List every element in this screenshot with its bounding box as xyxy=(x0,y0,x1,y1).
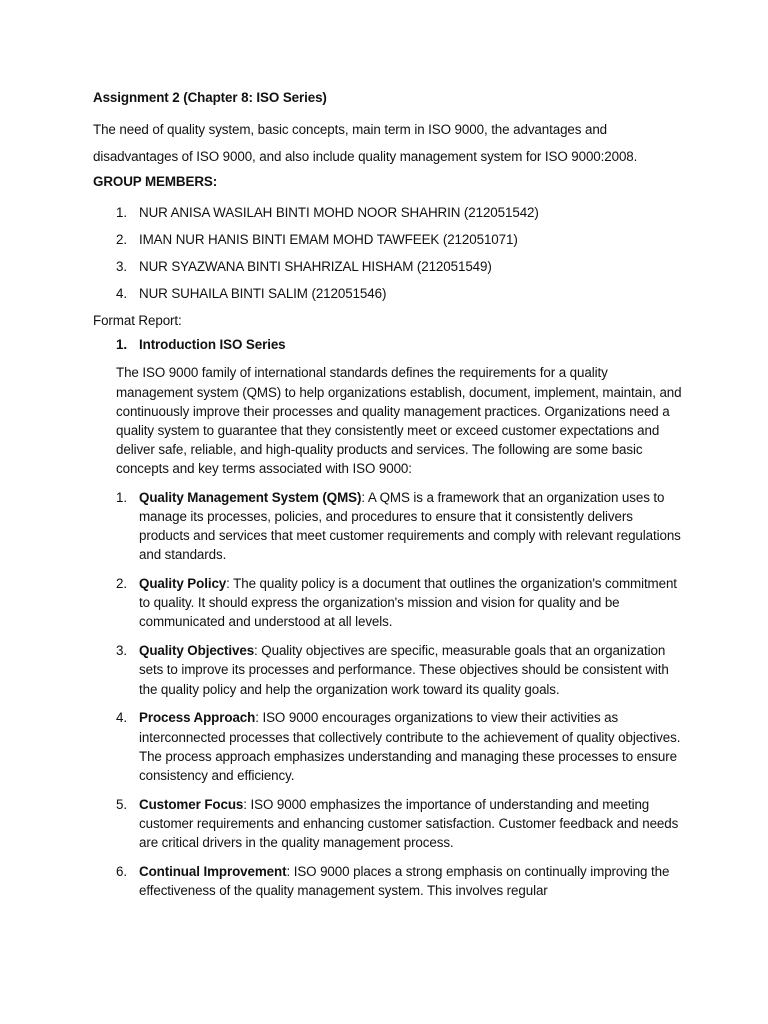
concept-number: 5. xyxy=(116,796,127,812)
concept-item xyxy=(93,488,683,565)
concepts-list xyxy=(93,488,683,901)
member-number: 4. xyxy=(116,286,127,302)
concept-text: : ISO 9000 encourages organizations to view their activities as interconnected processes that collectively contribute to the achievement of quality objectives. The process approach emphasizes understanding and managing these processes to ensure consistency and efficiency. xyxy=(139,710,681,784)
concept-item xyxy=(93,708,683,785)
member-item xyxy=(93,280,683,307)
section-number: 1. xyxy=(116,337,127,353)
concept-number: 6. xyxy=(116,864,127,880)
concept-item xyxy=(93,795,683,853)
concept-term: Customer Focus xyxy=(139,796,244,812)
member-number: 1. xyxy=(116,205,127,221)
concept-item xyxy=(93,862,683,900)
concept-text: : ISO 9000 emphasizes the importance of understanding and meeting customer requirements and enhancing customer satisfaction. Customer feedback and needs are critical drivers in the quality management process. xyxy=(139,796,679,851)
group-members-heading: GROUP MEMBERS: xyxy=(93,174,218,190)
section-paragraph: The ISO 9000 family of international standards defines the requirements for a quality management system (QMS) to help organizations establish, document, implement, maintain, and continuously improve their processes and quality management practices. Organizations need a quality system to guarantee that they consistently meet or exceed customer expectations and deliver safe, reliable, and high-quality products and services. The following are some basic concepts and key terms associated with ISO 9000: xyxy=(116,365,682,477)
member-number: 2. xyxy=(116,232,127,248)
concept-term: Quality Objectives xyxy=(139,643,255,659)
members-list xyxy=(93,199,683,307)
member-item xyxy=(93,253,683,280)
concept-text: : ISO 9000 places a strong emphasis on continually improving the effectiveness of the quality management system. This involves regular xyxy=(139,864,670,899)
member-item xyxy=(93,199,683,226)
member-name: NUR SYAZWANA BINTI SHAHRIZAL HISHAM (212051549) xyxy=(139,259,492,275)
concept-item xyxy=(93,574,683,632)
concept-text: : A QMS is a framework that an organization uses to manage its processes, policies, and procedures to ensure that it consistently delivers products and services that meet customer requirements and comply with relevant regulations and standards. xyxy=(139,489,681,563)
format-report-label: Format Report: xyxy=(93,313,182,329)
concept-number: 1. xyxy=(116,489,127,505)
concept-term: Quality Management System (QMS) xyxy=(139,489,362,505)
concept-text: : Quality objectives are specific, measurable goals that an organization sets to improve its processes and performance. These objectives should be consistent with the quality policy and help the organization work toward its quality goals. xyxy=(139,643,669,697)
concept-item xyxy=(93,641,683,699)
member-name: IMAN NUR HANIS BINTI EMAM MOHD TAWFEEK (212051071) xyxy=(139,232,518,248)
concept-term: Process Approach xyxy=(139,710,256,726)
member-name: NUR ANISA WASILAH BINTI MOHD NOOR SHAHRIN (212051542) xyxy=(139,205,539,221)
member-item xyxy=(93,226,683,253)
intro-line-1: The need of quality system, basic concepts, main term in ISO 9000, the advantages and xyxy=(93,122,608,138)
concept-number: 4. xyxy=(116,710,127,726)
concept-number: 2. xyxy=(116,576,127,592)
document-content xyxy=(93,88,683,910)
concept-text: : The quality policy is a document that outlines the organization's commitment to quality. It should express the organization's mission and vision for quality and be communicated and understood at all levels. xyxy=(139,576,677,630)
concept-term: Quality Policy xyxy=(139,576,227,592)
concept-number: 3. xyxy=(116,643,127,659)
section-heading xyxy=(93,335,683,354)
member-name: NUR SUHAILA BINTI SALIM (212051546) xyxy=(139,286,387,302)
concept-term: Continual Improvement xyxy=(139,864,287,880)
member-number: 3. xyxy=(116,259,127,275)
document-title: Assignment 2 (Chapter 8: ISO Series) xyxy=(93,90,327,105)
section-title: Introduction ISO Series xyxy=(139,337,286,353)
intro-line-2: disadvantages of ISO 9000, and also include quality management system for ISO 9000:2008. xyxy=(93,149,638,165)
